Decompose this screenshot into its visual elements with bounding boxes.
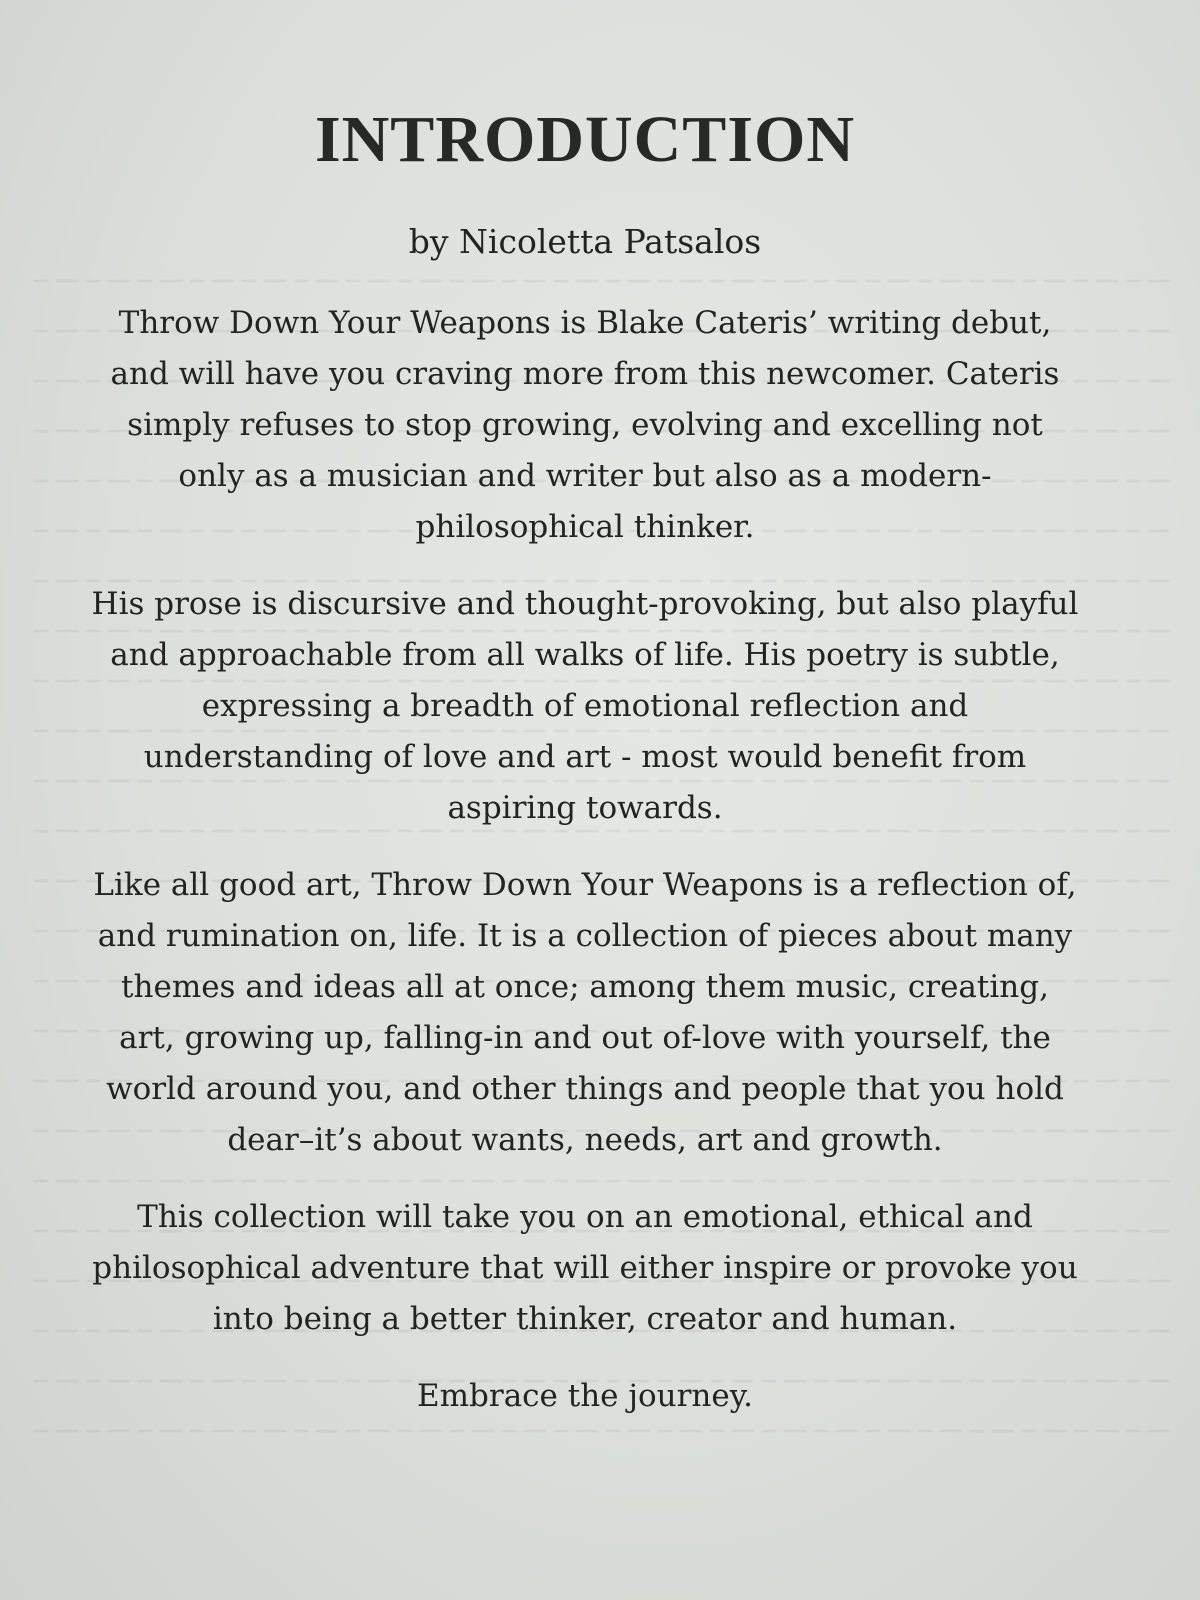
page-title: INTRODUCTION xyxy=(314,103,856,176)
page-content xyxy=(90,100,1080,1422)
paragraph-4: This collection will take you on an emotional, ethical and philosophical adventure that will either inspire or provoke you into being a better thinker, creator and human. xyxy=(92,1199,1078,1337)
paragraph-2: His prose is discursive and thought-provoking, but also playful and approachable from all walks of life. His poetry is subtle, expressing a breadth of emotional reflection and understanding of love and art - most would benefit from aspiring towards. xyxy=(91,586,1079,826)
author-byline: by Nicoletta Patsalos xyxy=(408,222,762,261)
closing-line: Embrace the journey. xyxy=(417,1378,753,1414)
paragraph-3: Like all good art, Throw Down Your Weapons is a reflection of, and rumination on, life. It is a collection of pieces about many themes and ideas all at once; among them music, creating, art, growing up, falling-in and out of-love with yourself, the world around you, and other things and people that you hold dear–it’s about wants, needs, art and growth. xyxy=(93,867,1077,1158)
paragraph-1: Throw Down Your Weapons is Blake Cateris’ writing debut, and will have you craving more from this newcomer. Cateris simply refuses to stop growing, evolving and excelling not only as a musician and writer but also as a modern-philosophical thinker. xyxy=(110,305,1060,545)
